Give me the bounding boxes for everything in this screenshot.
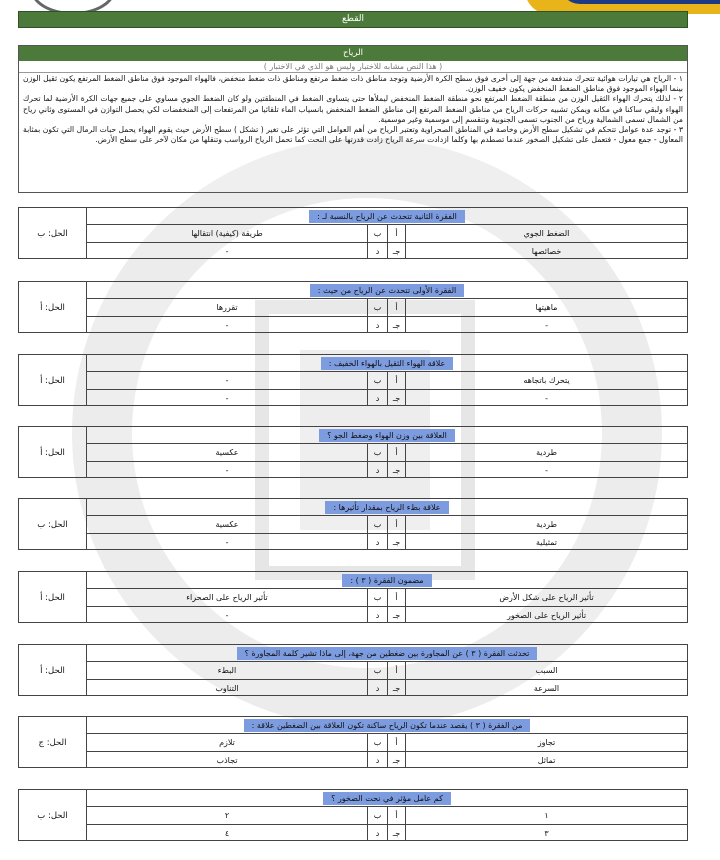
option-b-letter: ب (368, 734, 388, 751)
question-block (18, 281, 688, 333)
option-c-text: السرعة (533, 683, 560, 693)
question-stem (87, 499, 687, 516)
option-d-text: - (87, 317, 368, 333)
options-row (87, 299, 687, 316)
options-row (87, 372, 687, 389)
passage-body (19, 73, 687, 145)
option-c-text: تماثل (537, 755, 556, 765)
question-stem-text: علاقة بطء الرياح بمقدار تأثيرها : (325, 501, 448, 514)
section-title: القطع (18, 11, 688, 28)
option-b-text: تأثير الرياح على الصحراء (87, 589, 368, 606)
option-d-text: تجاذب (87, 752, 368, 768)
question-stem-text: الفقرة الأولى تتحدث عن الرياح من حيث : (310, 284, 465, 297)
options-row (87, 807, 687, 824)
solution-cell: الحل: أ (19, 355, 87, 406)
question-block (18, 426, 688, 478)
option-b-text: عكسية (87, 516, 368, 533)
options-row (87, 461, 687, 478)
option-c-letter: جـ (388, 680, 406, 696)
option-a-letter: أ (388, 734, 406, 751)
option-c-letter: جـ (388, 607, 406, 623)
option-c-text: تأثير الرياح على الصخور (506, 610, 587, 620)
option-b-letter: ب (368, 225, 388, 242)
question-stem (87, 208, 687, 225)
option-a-text: الضغط الجوي (523, 229, 570, 238)
option-d-text: - (87, 390, 368, 406)
option-c-letter: جـ (388, 462, 406, 478)
question-stem-text: كم عامل مؤثر في نحت الصخور ؟ (323, 792, 451, 805)
option-a-text: تجاوز (537, 738, 556, 747)
passage-paragraph-2: ٢ - لذلك يتحرك الهواء الثقيل الوزن من منطقة الضغط المرتفع نحو منطقة الضغط المنخفض ليملأها حتى يتساوى الضغط في المنطقتين ولو كان الضغط الجوي مساوي على جميع جهات الكرة الأرضية لما تحرك الهواء ولبقي ساكنا في مكانه ويمكن تشبيه حركات الرياح من مناطق الضغط المرتفع إلى مناطق الضغط المنخفض بانسياب الماء تلقائيا من المرتفعات إلى المنخفضات لكي يحصل التوازن في المستوى وثاني رياح من الشمال تسمى الشمالية ورياح من الجنوب تسمى الجنوبية وتنقسم إلى موسمية وغير موسمية. (23, 94, 683, 124)
passage-title: الرياح (19, 46, 687, 61)
option-a-letter: أ (388, 516, 406, 533)
solution-cell: الحل: أ (19, 645, 87, 696)
options-row (87, 751, 687, 768)
question-stem (87, 427, 687, 444)
options-row (87, 533, 687, 550)
option-c-text: - (545, 320, 548, 330)
option-b-letter: ب (368, 372, 388, 389)
question-block (18, 789, 688, 841)
option-a-letter: أ (388, 807, 406, 824)
question-block (18, 716, 688, 768)
option-a-letter: أ (388, 662, 406, 679)
question-stem (87, 282, 687, 299)
option-c-letter: جـ (388, 243, 406, 259)
option-b-text: - (87, 372, 368, 389)
options-row (87, 316, 687, 333)
option-d-letter: د (368, 462, 388, 478)
options-row (87, 225, 687, 242)
options-row (87, 662, 687, 679)
question-stem-text: من الفقرة ( ٣ ) يقصد عندما تكون الرياح ساكنة تكون العلاقة بين الضغطين علاقة : (244, 719, 531, 732)
question-block (18, 498, 688, 550)
option-b-text: تقررها (87, 299, 368, 316)
option-a-text: طردية (536, 520, 557, 529)
option-d-text: ٤ (87, 825, 368, 841)
question-stem (87, 645, 687, 662)
solution-cell: الحل: أ (19, 282, 87, 333)
question-stem (87, 717, 687, 734)
question-stem-text: مضمون الفقرة ( ٣ ) : (342, 574, 431, 587)
option-a-letter: أ (388, 589, 406, 606)
reading-passage (18, 45, 688, 193)
option-a-letter: أ (388, 372, 406, 389)
option-a-letter: أ (388, 299, 406, 316)
option-c-text: - (545, 465, 548, 475)
option-a-text: ماهيتها (535, 303, 558, 312)
option-d-letter: د (368, 390, 388, 406)
options-row (87, 606, 687, 623)
question-block (18, 354, 688, 406)
option-c-letter: جـ (388, 317, 406, 333)
passage-note: ( هذا النص مشابه للاختبار وليس هو الذي في الاختبار ) (19, 61, 687, 73)
option-c-letter: جـ (388, 752, 406, 768)
passage-paragraph-3: ٣ - توجد عدة عوامل تتحكم في تشكيل سطح الأرض وخاصة في المناطق الصحراوية وتعتبر الرياح من أهم العوامل التي تؤثر على تغير ( تشكل ) سطح الأرض حيث يقوم الهواء يحمل حبات الرمال التي تكون بمثابة المعاول - جمع معول - فتعمل على تشكيل الصخور عندما تصطدم بها وكلما ازدادت سرعة الرياح زادت قدرتها على النحت كما تحمل الرياح الرواسب وتنقلها من مكان لآخر على سطح الأرض. (23, 125, 683, 145)
option-d-text: - (87, 607, 368, 623)
option-b-text: طريقة (كيفية) انتقالها (87, 225, 368, 242)
question-stem (87, 572, 687, 589)
option-b-text: عكسية (87, 444, 368, 461)
option-c-letter: جـ (388, 825, 406, 841)
options-row (87, 734, 687, 751)
question-stem-text: الفقرة الثانية تتحدث عن الرياح بالنسبة لـ : (309, 210, 465, 223)
solution-cell: الحل: ج (19, 717, 87, 768)
options-row (87, 679, 687, 696)
option-d-letter: د (368, 825, 388, 841)
options-row (87, 242, 687, 259)
option-b-letter: ب (368, 444, 388, 461)
question-stem-text: علاقة الهواء الثقيل بالهواء الخفيف : (321, 357, 454, 370)
option-a-text: طردية (536, 448, 557, 457)
option-d-text: - (87, 534, 368, 550)
option-a-text: السبب (535, 666, 558, 675)
option-b-text: البطء (87, 662, 368, 679)
options-row (87, 389, 687, 406)
option-c-letter: جـ (388, 390, 406, 406)
option-d-letter: د (368, 534, 388, 550)
option-a-text: ١ (544, 811, 549, 820)
question-stem-text: العلاقة بين وزن الهواء وضغط الجو ؟ (319, 429, 455, 442)
passage-paragraph-1: ١ - الرياح هي تيارات هوائية تتحرك مندفعة من جهة إلى أخرى فوق سطح الكرة الأرضية وتوجد مناطق ذات ضغط مرتفع ومناطق ذات ضغط منخفض، فالهواء الموجود فوق مناطق الضغط المرتفع يكون ثقيل الوزن بينما الهواء الموجود فوق مناطق الضغط المنخفض يكون خفيف الوزن. (23, 74, 683, 94)
question-stem (87, 790, 687, 807)
solution-cell: الحل: ب (19, 790, 87, 841)
question-block (18, 644, 688, 696)
option-b-letter: ب (368, 807, 388, 824)
option-b-text: ٢ (87, 807, 368, 824)
question-stem-text: تحدثت الفقرة ( ٣ ) عن المجاورة بين ضغطين من جهة، إلى ماذا تشير كلمة المجاورة ؟ (237, 647, 538, 660)
option-d-letter: د (368, 317, 388, 333)
question-block (18, 207, 688, 259)
option-d-text: التناوب (87, 680, 368, 696)
option-d-letter: د (368, 243, 388, 259)
option-c-text: - (545, 393, 548, 403)
question-block (18, 571, 688, 623)
option-b-letter: ب (368, 589, 388, 606)
option-c-letter: جـ (388, 534, 406, 550)
option-a-text: تأثير الرياح على شكل الأرض (499, 593, 594, 602)
option-b-letter: ب (368, 662, 388, 679)
option-a-text: يتحرك باتجاهه (523, 376, 570, 385)
option-b-text: تلازم (87, 734, 368, 751)
question-stem (87, 355, 687, 372)
option-c-text: خصائصها (531, 246, 562, 256)
option-d-letter: د (368, 752, 388, 768)
option-b-letter: ب (368, 299, 388, 316)
option-d-text: - (87, 243, 368, 259)
option-a-letter: أ (388, 225, 406, 242)
options-row (87, 444, 687, 461)
option-a-letter: أ (388, 444, 406, 461)
solution-cell: الحل: ب (19, 208, 87, 259)
option-c-text: تمثيلية (535, 537, 558, 547)
option-b-letter: ب (368, 516, 388, 533)
options-row (87, 516, 687, 533)
option-c-text: ٣ (544, 828, 549, 838)
solution-cell: الحل: ب (19, 499, 87, 550)
option-d-letter: د (368, 607, 388, 623)
solution-cell: الحل: أ (19, 427, 87, 478)
logo-band-blue (560, 0, 720, 4)
options-row (87, 589, 687, 606)
option-d-text: - (87, 462, 368, 478)
option-d-letter: د (368, 680, 388, 696)
options-row (87, 824, 687, 841)
solution-cell: الحل: أ (19, 572, 87, 623)
